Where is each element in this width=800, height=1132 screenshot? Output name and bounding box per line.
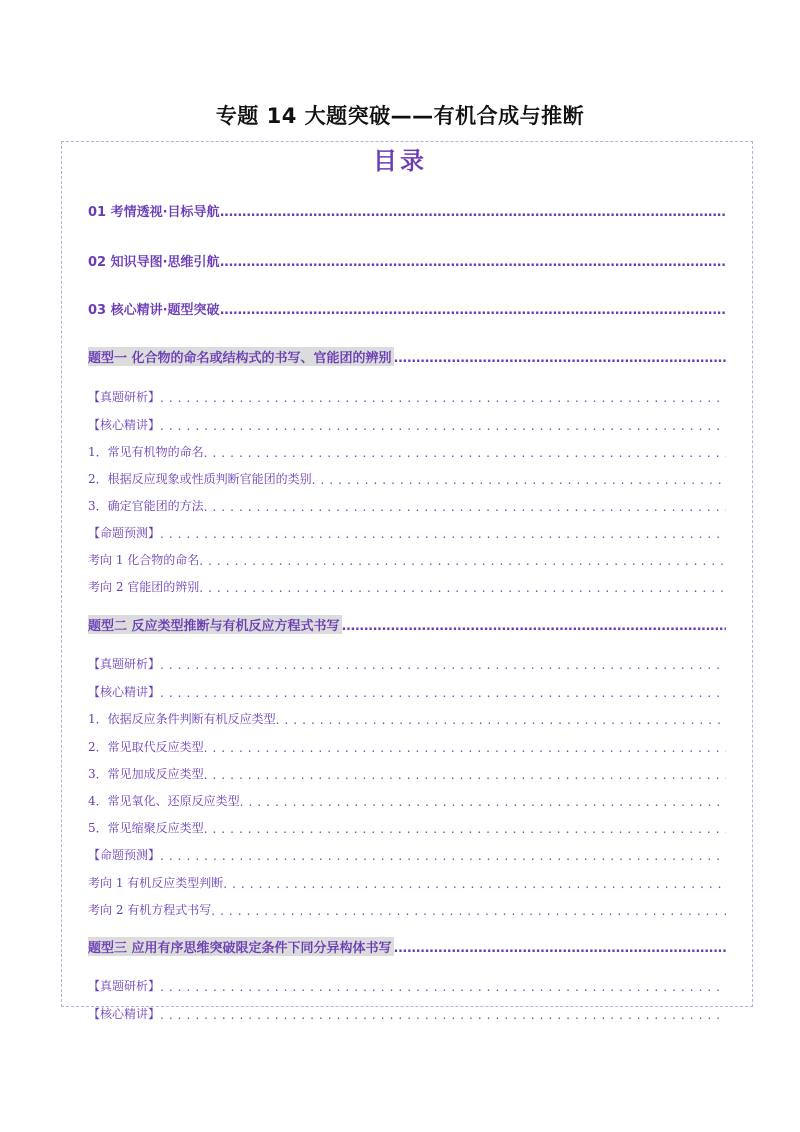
dot-leader xyxy=(160,658,726,672)
dot-leader xyxy=(160,1008,726,1022)
dot-leader xyxy=(160,419,726,433)
dot-leader xyxy=(204,446,726,460)
toc-entry[interactable] xyxy=(88,707,726,727)
document-title: 专题 14 大题突破——有机合成与推断 xyxy=(215,104,585,128)
toc-entry[interactable] xyxy=(88,575,726,595)
toc-entry-label: 题型一 化合物的命名或结构式的书写、官能团的辨别 xyxy=(88,347,394,366)
toc-entry-label: 1．常见有机物的命名 xyxy=(88,445,204,459)
toc-entry-label: 01 考情透视·目标导航 xyxy=(88,205,220,220)
toc-entry-label: 【核心精讲】 xyxy=(88,685,161,699)
dot-leader xyxy=(160,527,726,541)
dot-leader xyxy=(342,619,726,634)
toc-entry-label: 题型三 应用有序思维突破限定条件下同分异构体书写 xyxy=(88,937,394,956)
toc-entry[interactable] xyxy=(88,521,726,541)
toc-entry-label: 5．常见缩聚反应类型 xyxy=(88,821,204,835)
dot-leader xyxy=(204,741,726,755)
dot-leader xyxy=(160,980,726,994)
dot-leader xyxy=(160,391,726,405)
dot-leader xyxy=(223,877,726,891)
toc-entry-label: 2．常见取代反应类型 xyxy=(88,740,204,754)
dot-leader xyxy=(204,500,726,514)
toc-entry[interactable] xyxy=(88,762,726,782)
dot-leader xyxy=(276,713,726,727)
toc-entry[interactable] xyxy=(88,548,726,568)
dot-leader xyxy=(394,351,726,366)
toc-entry[interactable] xyxy=(88,298,726,318)
dot-leader xyxy=(394,941,726,956)
dot-leader xyxy=(199,581,726,595)
toc-entry-label: 考向 1 有机反应类型判断 xyxy=(88,876,224,890)
toc-entry-label: 03 核心精讲·题型突破 xyxy=(88,303,220,318)
toc-entry[interactable] xyxy=(88,898,726,918)
toc-entry[interactable] xyxy=(88,789,726,809)
toc-entry-label: 题型二 反应类型推断与有机反应方程式书写 xyxy=(88,615,342,634)
toc-entry-label: 【真题研析】 xyxy=(88,390,161,404)
dot-leader xyxy=(220,205,726,220)
toc-entry-label: 02 知识导图·思维引航 xyxy=(88,255,220,270)
toc-entry-label: 4．常见氧化、还原反应类型 xyxy=(88,794,240,808)
dot-leader xyxy=(240,795,726,809)
dot-leader xyxy=(312,473,726,487)
dot-leader xyxy=(199,554,726,568)
toc-entry[interactable] xyxy=(88,467,726,487)
toc-entry[interactable] xyxy=(88,385,726,405)
toc-entry-label: 2．根据反应现象或性质判断官能团的类别 xyxy=(88,472,312,486)
toc-entry-label: 【真题研析】 xyxy=(88,657,161,671)
dot-leader xyxy=(220,255,726,270)
toc-entry-label: 【命题预测】 xyxy=(88,526,161,540)
toc-entry-label: 考向 2 有机方程式书写 xyxy=(88,903,212,917)
toc-entry[interactable] xyxy=(88,735,726,755)
toc-entry-label: 【核心精讲】 xyxy=(88,418,161,432)
toc-entry[interactable] xyxy=(88,346,726,366)
toc-entry[interactable] xyxy=(88,652,726,672)
dot-leader xyxy=(160,849,726,863)
dot-leader xyxy=(160,686,726,700)
toc-entry[interactable] xyxy=(88,974,726,994)
dot-leader xyxy=(204,822,726,836)
toc-entry-label: 1．依据反应条件判断有机反应类型 xyxy=(88,712,276,726)
toc-entry[interactable] xyxy=(88,200,726,220)
toc-entry[interactable] xyxy=(88,871,726,891)
toc-entry-label: 考向 1 化合物的命名 xyxy=(88,553,200,567)
toc-entry-label: 考向 2 官能团的辨别 xyxy=(88,580,200,594)
toc-entry[interactable] xyxy=(88,614,726,634)
toc-entry-label: 3．常见加成反应类型 xyxy=(88,767,204,781)
toc-entry[interactable] xyxy=(88,680,726,700)
toc-entry[interactable] xyxy=(88,250,726,270)
toc-entry[interactable] xyxy=(88,936,726,956)
toc-entry[interactable] xyxy=(88,1002,726,1022)
toc-entry-label: 【核心精讲】 xyxy=(88,1007,161,1021)
toc-entry[interactable] xyxy=(88,843,726,863)
toc-entry[interactable] xyxy=(88,413,726,433)
dot-leader xyxy=(211,904,726,918)
toc-entry[interactable] xyxy=(88,816,726,836)
toc-entry[interactable] xyxy=(88,440,726,460)
toc-entry-label: 【命题预测】 xyxy=(88,848,161,862)
toc-heading: 目录 xyxy=(373,147,427,175)
dot-leader xyxy=(220,303,726,318)
toc-entry-label: 【真题研析】 xyxy=(88,979,161,993)
dot-leader xyxy=(204,768,726,782)
toc-entry[interactable] xyxy=(88,494,726,514)
toc-entry-label: 3．确定官能团的方法 xyxy=(88,499,204,513)
